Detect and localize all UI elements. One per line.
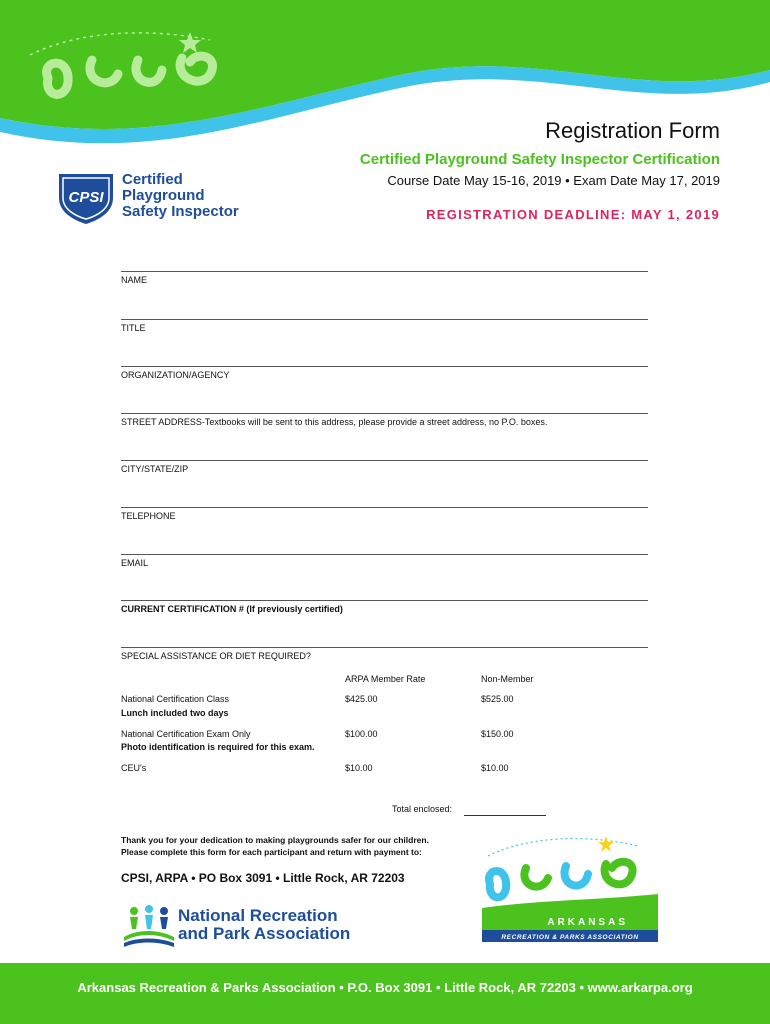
rate-nonmember: $525.00 <box>481 694 514 704</box>
rate-row-note: Photo identification is required for this exam. <box>121 742 315 752</box>
field-line[interactable] <box>121 366 648 367</box>
thanks-note <box>121 834 429 858</box>
rate-nonmember: $10.00 <box>481 763 509 773</box>
registration-deadline: REGISTRATION DEADLINE: MAY 1, 2019 <box>426 207 720 222</box>
col-header-nonmember: Non-Member <box>481 674 534 684</box>
field-label: NAME <box>121 275 148 285</box>
arpa-figures-icon <box>489 862 633 898</box>
col-header-member: ARPA Member Rate <box>345 674 426 684</box>
cpsi-shield-icon <box>55 168 117 226</box>
rate-row-label: CEU's <box>121 763 147 773</box>
field-line[interactable] <box>121 647 648 648</box>
cpsi-line2: Playground <box>122 187 205 204</box>
rate-nonmember: $150.00 <box>481 729 514 739</box>
mail-address: CPSI, ARPA • PO Box 3091 • Little Rock, AR 72203 <box>121 871 405 885</box>
nrpa-logo-text <box>178 907 350 943</box>
cpsi-line3: Safety Inspector <box>122 203 239 220</box>
nrpa-logo-icon <box>122 903 176 949</box>
field-label: ORGANIZATION/AGENCY <box>121 370 230 380</box>
rate-member: $425.00 <box>345 694 378 704</box>
cpsi-logo-text <box>122 172 239 220</box>
field-label: CITY/STATE/ZIP <box>121 464 189 474</box>
field-label: EMAIL <box>121 558 149 568</box>
total-enclosed-label: Total enclosed: <box>392 804 453 814</box>
field-line[interactable] <box>121 413 648 414</box>
field-line[interactable] <box>121 554 648 555</box>
rate-member: $100.00 <box>345 729 378 739</box>
course-subtitle: Certified Playground Safety Inspector Certification <box>359 151 720 168</box>
field-line[interactable] <box>121 271 648 272</box>
rate-row-note: Lunch included two days <box>121 708 229 718</box>
nrpa-line1: National Recreation <box>178 906 338 925</box>
arpa-logo-tagline: RECREATION & PARKS ASSOCIATION <box>501 934 639 941</box>
field-label: STREET ADDRESS-Textbooks will be sent to this address, please provide a street address, no P.O. boxes. <box>121 417 548 427</box>
rate-row-label: National Certification Exam Only <box>121 729 251 739</box>
thanks-line2: Please complete this form for each participant and return with payment to: <box>121 847 422 857</box>
rate-row-label: National Certification Class <box>121 694 230 704</box>
field-line[interactable] <box>121 600 648 601</box>
thanks-line1: Thank you for your dedication to making playgrounds safer for our children. <box>121 835 429 845</box>
cpsi-line1: Certified <box>122 171 183 188</box>
arpa-logo-word: ARKANSAS <box>547 917 628 928</box>
field-label: TELEPHONE <box>121 511 176 521</box>
cpsi-badge-text: CPSI <box>68 189 104 206</box>
field-line[interactable] <box>121 460 648 461</box>
star-icon <box>598 836 614 852</box>
footer-text: Arkansas Recreation & Parks Association • P.O. Box 3091 • Little Rock, AR 72203 • www.arkarpa.org <box>77 980 693 995</box>
field-label: CURRENT CERTIFICATION # (If previously certified) <box>121 604 343 614</box>
course-dates: Course Date May 15-16, 2019 • Exam Date May 17, 2019 <box>387 173 720 188</box>
rate-member: $10.00 <box>345 763 373 773</box>
field-line[interactable] <box>121 319 648 320</box>
arpa-logo <box>478 832 660 944</box>
field-label: SPECIAL ASSISTANCE OR DIET REQUIRED? <box>121 651 311 661</box>
field-label: TITLE <box>121 323 146 333</box>
page-title: Registration Form <box>545 118 720 143</box>
nrpa-line2: and Park Association <box>178 924 351 943</box>
total-enclosed-field[interactable] <box>464 815 546 816</box>
field-line[interactable] <box>121 507 648 508</box>
